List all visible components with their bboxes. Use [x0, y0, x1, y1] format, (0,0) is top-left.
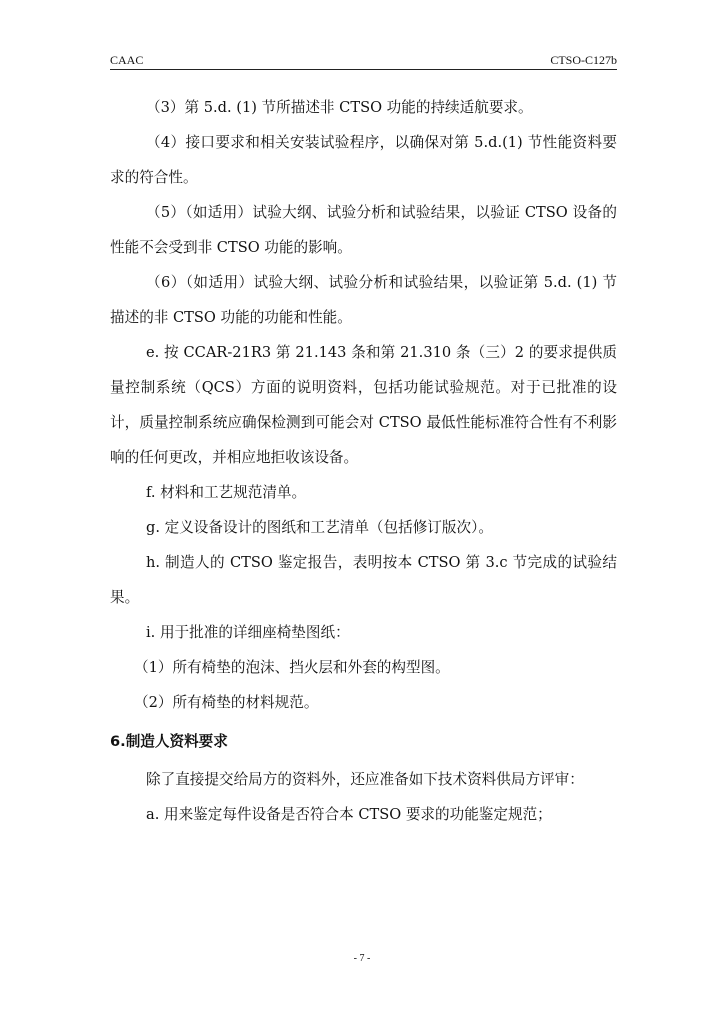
section-paragraph-a: a. 用来鉴定每件设备是否符合本 CTSO 要求的功能鉴定规范；: [146, 806, 552, 823]
header-rule: [110, 69, 617, 70]
paragraph-g: g. 定义设备设计的图纸和工艺清单（包括修订版次）。: [146, 519, 493, 536]
page-number: - 7 -: [353, 953, 371, 964]
section-paragraph-intro: 除了直接提交给局方的资料外，还应准备如下技术资料供局方评审：: [146, 771, 584, 788]
header-left-text: CAAC: [110, 53, 144, 67]
paragraph-item-3: （3）第 5.d. (1) 节所描述非 CTSO 功能的持续适航要求。: [146, 99, 533, 116]
paragraph-i: i. 用于批准的详细座椅垫图纸：: [146, 624, 350, 641]
paragraph-e: e. 按 CCAR-21R3 第 21.143 条和第 21.310 条（三）2 的要求提供质量控制系统（QCS）方面的说明资料，包括功能试验规范。对于已批准的设计，质量控制系统应确保检测到可能会对 CTSO 最低性能标准符合性有不利影响的任何更改，并相应地拒收该设备。: [110, 344, 617, 466]
header-right-text: CTSO-C127b: [550, 53, 617, 67]
paragraph-i-2: （2）所有椅垫的材料规范。: [134, 694, 319, 711]
section-heading: 6.制造人资料要求: [110, 733, 228, 750]
page-header: [110, 50, 617, 70]
page-body: [110, 90, 617, 832]
paragraph-item-4: （4）接口要求和相关安装试验程序，以确保对第 5.d.(1) 节性能资料要求的符合性。: [110, 134, 617, 186]
paragraph-f: f. 材料和工艺规范清单。: [146, 484, 307, 501]
paragraph-h: h. 制造人的 CTSO 鉴定报告，表明按本 CTSO 第 3.c 节完成的试验结果。: [110, 554, 617, 606]
paragraph-i-1: （1）所有椅垫的泡沫、挡火层和外套的构型图。: [134, 659, 450, 676]
paragraph-item-6: （6）（如适用）试验大纲、试验分析和试验结果，以验证第 5.d. (1) 节描述的非 CTSO 功能的功能和性能。: [110, 274, 617, 326]
paragraph-item-5: （5）（如适用）试验大纲、试验分析和试验结果，以验证 CTSO 设备的性能不会受到非 CTSO 功能的影响。: [110, 204, 617, 256]
